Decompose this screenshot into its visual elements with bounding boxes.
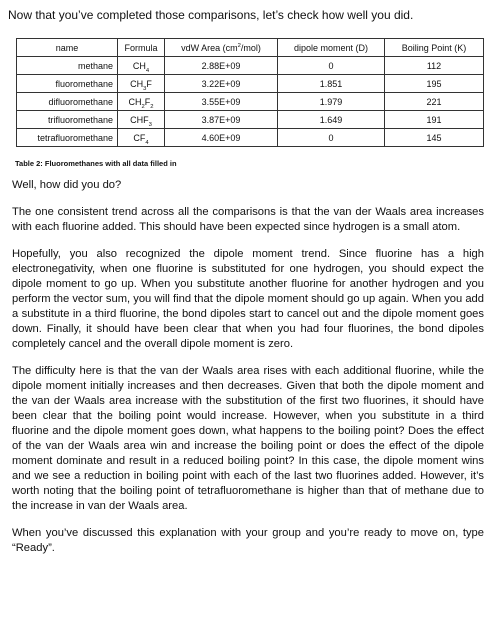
cell-dipole: 1.649 [278, 111, 385, 129]
cell-vdw-area: 4.60E+09 [165, 129, 278, 147]
formula-sub: 4 [145, 139, 149, 146]
header-formula: Formula [118, 39, 165, 57]
cell-formula [118, 129, 165, 147]
formula-base: CH [128, 96, 142, 107]
cell-name: methane [17, 57, 118, 75]
cell-formula [118, 75, 165, 93]
table-row [17, 57, 484, 75]
paragraph-question: Well, how did you do? [12, 179, 122, 191]
formula-tail: F [146, 78, 152, 89]
cell-vdw-area: 3.87E+09 [165, 111, 278, 129]
header-vdw-suffix: /mol) [240, 42, 261, 53]
header-vdw-sup: 2 [237, 42, 241, 49]
cell-vdw-area: 3.22E+09 [165, 75, 278, 93]
cell-vdw-area: 3.55E+09 [165, 93, 278, 111]
formula-sub: 4 [145, 67, 150, 74]
cell-name: fluoromethane [17, 75, 118, 93]
formula-base: CH [132, 60, 146, 71]
cell-dipole: 1.851 [278, 75, 385, 93]
formula-sub: 3 [143, 85, 147, 92]
formula-base: CHF [130, 114, 149, 125]
formula-base: CF [133, 132, 146, 143]
paragraph-vdw-trend: The one consistent trend across all the comparisons is that the van der Waals area increases with each fluorine added. This should have been expected since hydrogen is a small atom. [12, 206, 484, 233]
cell-dipole: 1.979 [278, 93, 385, 111]
table-row [17, 111, 484, 129]
cell-boiling-point: 191 [385, 111, 484, 129]
cell-boiling-point: 145 [385, 129, 484, 147]
formula-sub: 3 [148, 121, 152, 128]
header-dipole: dipole moment (D) [278, 39, 385, 57]
cell-name: trifluoromethane [17, 111, 118, 129]
explanation-body [12, 178, 484, 568]
paragraph-boiling-point: The difficulty here is that the van der Waals area rises with each additional fluorine, while the dipole moment initially increases and then decreases. Given that both the dipole moment and the van der Waals area increase with the substitution of the first two fluorines, it should have been clear that the boiling point would increase. However, when you substitute in a third fluorine and the dipole moment goes down, what happens to the boiling point? Does the effect of the van der Waals area win and increase the boiling point or does the effect of the dipole moment dominate and result in a reduced boiling point? In this case, the dipole moment wins and we see a reduction in boiling point with each of the last two fluorines added. However, it’s worth noting that the boiling point of tetrafluoromethane is higher than that of methane due to the increase in van der Waals area. [12, 365, 484, 512]
cell-dipole: 0 [278, 57, 385, 75]
fluoromethanes-table [16, 38, 484, 147]
header-vdw-area [165, 39, 278, 57]
table-header-row [17, 39, 484, 57]
table-row [17, 93, 484, 111]
cell-boiling-point: 112 [385, 57, 484, 75]
header-vdw-prefix: vdW Area (cm [181, 42, 238, 53]
header-name: name [17, 39, 118, 57]
cell-boiling-point: 221 [385, 93, 484, 111]
cell-dipole: 0 [278, 129, 385, 147]
header-boiling-point: Boiling Point (K) [385, 39, 484, 57]
formula-base: CH [130, 78, 144, 89]
cell-name: difluoromethane [17, 93, 118, 111]
cell-formula [118, 57, 165, 75]
table-row [17, 129, 484, 147]
cell-vdw-area: 2.88E+09 [165, 57, 278, 75]
cell-boiling-point: 195 [385, 75, 484, 93]
formula-tail: F [144, 96, 151, 107]
paragraph-next-step: When you’ve discussed this explanation with your group and you’re ready to move on, type “Ready”. [12, 527, 484, 554]
paragraph-dipole-trend: Hopefully, you also recognized the dipole moment trend. Since fluorine has a high electronegativity, when one fluorine is substituted for one hydrogen, you should expect the dipole moment to go up. When you substitute another fluorine for another hydrogen and you perform the vector sum, you will find that the dipole moment should go up again. When you add a substitute in a third fluorine, the bond dipoles start to cancel out and the dipole moment goes down. Finally, it should have been clear that when you had four fluorines, the bond dipoles completely cancel and the overall dipole moment is zero. [12, 248, 485, 350]
intro-text: Now that you’ve completed those comparisons, let’s check how well you did. [8, 8, 414, 22]
cell-formula [118, 111, 165, 129]
formula-sub: 2 [141, 103, 145, 110]
table-row [17, 75, 484, 93]
cell-name: tetrafluoromethane [17, 129, 118, 147]
table-caption: Table 2: Fluoromethanes with all data filled in [15, 159, 177, 168]
formula-sub2: 2 [150, 103, 154, 110]
cell-formula [118, 93, 165, 111]
